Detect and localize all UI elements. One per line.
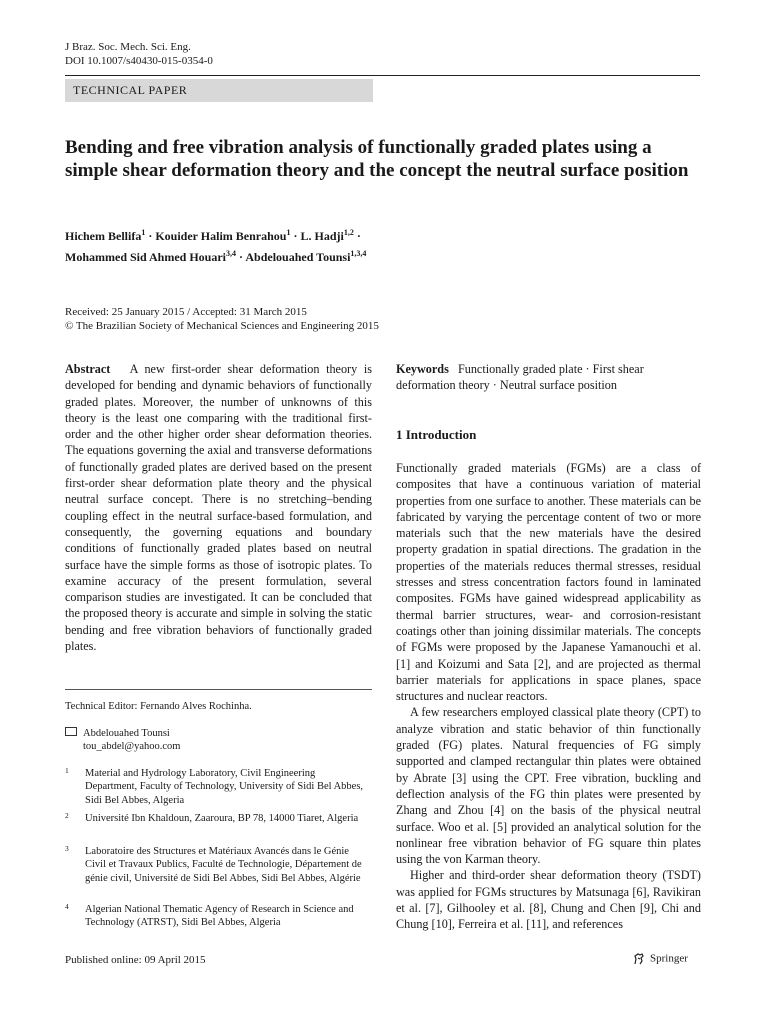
author-separator: · <box>353 229 361 243</box>
technical-editor: Technical Editor: Fernando Alves Rochinha. <box>65 701 252 712</box>
author-sup: 1 <box>286 228 291 237</box>
author-list <box>65 224 705 266</box>
affiliation-text: Material and Hydrology Laboratory, Civil Engineering Department, Faculty of Technology, University of Sidi Bel Abbes, Sidi Bel Abbes, Algeria <box>85 768 364 806</box>
keywords-label: Keywords <box>396 362 449 376</box>
article-type-tag: TECHNICAL PAPER <box>65 79 373 102</box>
author-separator: · <box>145 229 156 243</box>
dates-block <box>65 305 379 333</box>
doi[interactable]: DOI 10.1007/s40430-015-0354-0 <box>65 55 213 67</box>
author[interactable]: Hichem Bellifa <box>65 229 142 243</box>
corresponding-author <box>65 727 180 754</box>
publisher-logo <box>632 952 688 966</box>
abstract-label: Abstract <box>65 362 111 376</box>
author-separator: · <box>236 250 246 264</box>
paragraph: A few researchers employed classical plate theory (CPT) to analyze vibration and static behavior of thin functionally graded (FG) plates. Natural frequencies of FG simply supported and clamped rectangular thin plates were obtained by Abrate [3] using the CPT. Free vibration, buckling and deflection analysis of the FG thin plates were presented by Zhang and Zhou [4] on the basis of the physical neutral surface. Woo et al. [5] provided an analytical solution for the nonlinear free vibration behavior of FG square thin plates using the von Karman theory. <box>396 705 701 867</box>
affiliation <box>65 812 365 825</box>
keywords <box>396 361 701 394</box>
paper-title: Bending and free vibration analysis of functionally graded plates using a simple shear deformation theory and the concept the neutral surface position <box>65 137 689 181</box>
affiliation <box>65 903 365 930</box>
envelope-icon <box>65 727 77 736</box>
author-sup: 1 <box>141 228 146 237</box>
author-sup: 3,4 <box>226 249 237 258</box>
author-separator: · <box>290 229 301 243</box>
affiliation <box>65 767 365 807</box>
journal-header <box>65 40 213 68</box>
journal-name: J Braz. Soc. Mech. Sci. Eng. <box>65 41 191 53</box>
published-online: Published online: 09 April 2015 <box>65 954 206 966</box>
publisher-name: Springer <box>650 952 688 965</box>
corresponding-email[interactable]: tou_abdel@yahoo.com <box>83 741 181 753</box>
affiliation <box>65 845 365 885</box>
abstract <box>65 361 372 654</box>
springer-horse-icon <box>632 952 646 966</box>
author[interactable]: Kouider Halim Benrahou <box>155 229 287 243</box>
affiliation-text: Laboratoire des Structures et Matériaux Avancés dans le Génie Civil et Travaux Publics, Faculté de Technologie, Département de génie civil, Université de Sidi Bel Abbes, Sidi Bel Abbes, Algérie <box>85 846 362 884</box>
keywords-text: Functionally graded plate · First shear deformation theory · Neutral surface position <box>396 362 644 393</box>
paragraph: Functionally graded materials (FGMs) are a class of composites that have a continuous variation of material properties from one surface to another. These materials can be fabricated by varying the percentage content of two or more materials such that the new materials have the desired property gradation in spatial directions. The gradation in the properties of the materials reduces thermal stresses, residual stresses and stress concentration factors found in laminated composites. FGMs have gained widespread applicability as thermal barrier structures, wear- and corrosion-resistant coatings other than joining dissimilar materials. The concepts of FGMs were proposed by the Japanese Yamanouchi et al. [1] and Koizumi and Sata [2], and are projected as thermal barrier materials for applications in space planes, space structures and nuclear reactors. <box>396 461 701 704</box>
received-accepted: Received: 25 January 2015 / Accepted: 31 March 2015 <box>65 306 307 318</box>
author[interactable]: L. Hadji <box>300 229 344 243</box>
corresponding-name: Abdelouahed Tounsi <box>83 728 170 739</box>
copyright: © The Brazilian Society of Mechanical Sciences and Engineering 2015 <box>65 320 379 332</box>
paragraph: Higher and third-order shear deformation theory (TSDT) was applied for FGMs structures by Matsunaga [6], Ravikiran et al. [7], Gilhooley et al. [8], Chung and Chen [9], Chi and Chung [10], Ferreira et al. [11], and references <box>396 868 701 932</box>
affiliation-text: Université Ibn Khaldoun, Zaaroura, BP 78, 14000 Tiaret, Algeria <box>85 813 359 824</box>
author-sup: 1,3,4 <box>350 249 367 258</box>
section-heading: 1 Introduction <box>396 427 477 442</box>
affiliation-number: 4 <box>65 902 69 911</box>
author-sup: 1,2 <box>343 228 354 237</box>
author[interactable]: Mohammed Sid Ahmed Houari <box>65 250 227 264</box>
affiliation-number: 2 <box>65 811 69 820</box>
affiliation-number: 3 <box>65 844 69 853</box>
introduction-body <box>396 460 701 933</box>
affiliation-text: Algerian National Thematic Agency of Research in Science and Technology (ATRST), Sidi Bel Abbes, Algeria <box>85 904 354 929</box>
abstract-text: A new first-order shear deformation theory is developed for bending and dynamic behaviors of functionally graded plates. Moreover, the number of unknowns of this theory is the least one comparing with the traditional first-order and the other higher order shear deformation theories. The equations governing the axial and transverse deformations of functionally graded plates are derived based on the present first-order shear deformation plate theory and the physical neutral surface concept. There is no stretching–bending coupling effect in the neutral surface-based formulation, and consequently, the governing equations and boundary conditions of functionally graded plates based on neutral surface have the simple forms as those of isotropic plates. To examine accuracy of the present formulation, several comparison studies are investigated. It can be concluded that the proposed theory is accurate and simple in solving the static bending and free vibration behaviors of functionally graded plates. <box>65 362 372 654</box>
header-rule <box>65 75 700 76</box>
footnote-rule <box>65 689 372 690</box>
author[interactable]: Abdelouahed Tounsi <box>245 250 351 264</box>
affiliation-number: 1 <box>65 766 69 775</box>
